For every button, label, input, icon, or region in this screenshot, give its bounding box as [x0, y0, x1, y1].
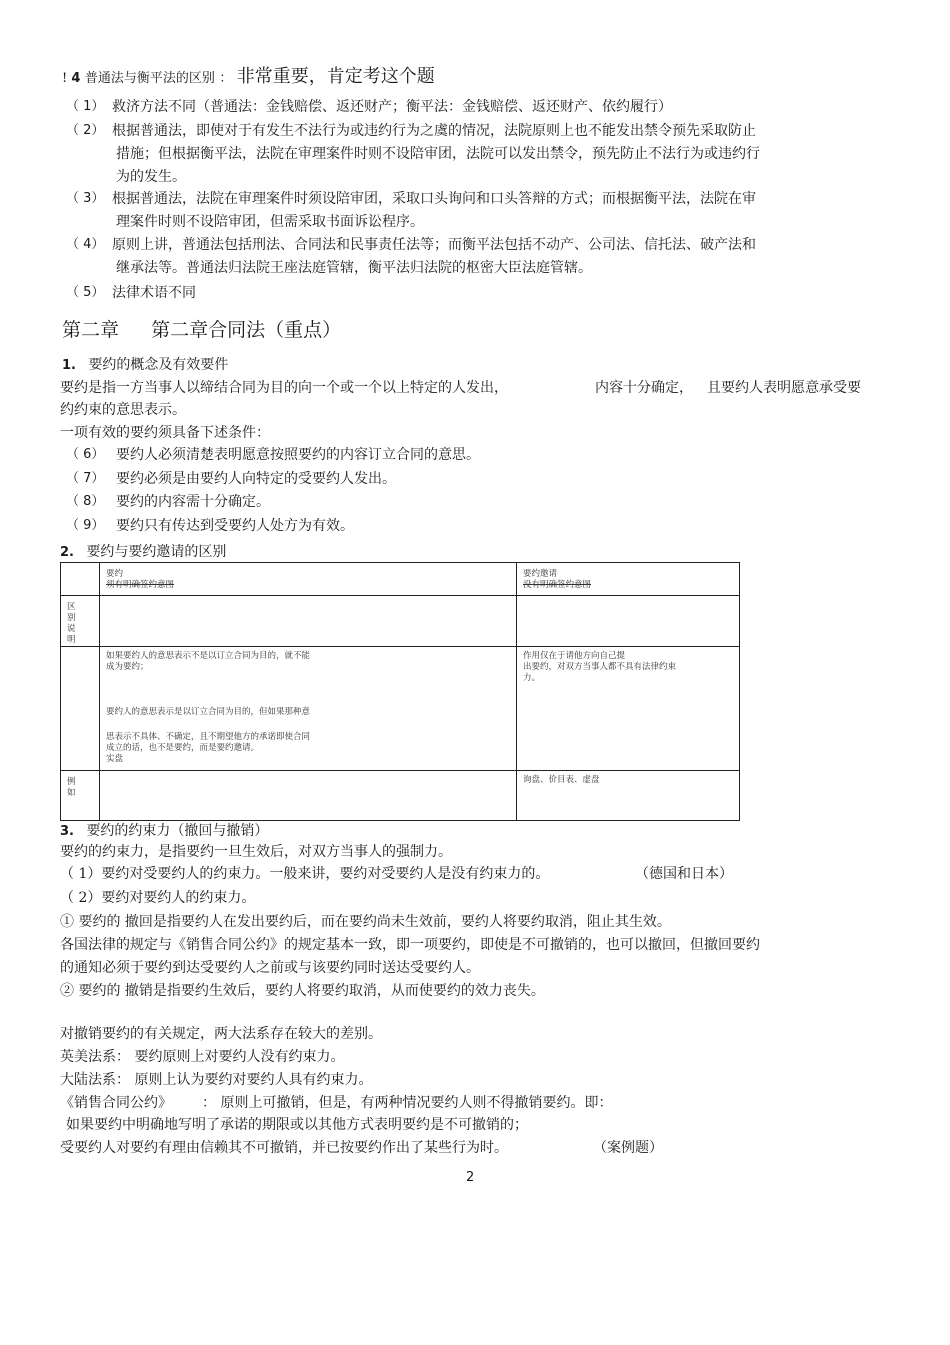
list-item-number: （ 1） — [66, 99, 105, 114]
condition-text: 要约的内容需十分确定。 — [116, 494, 270, 510]
invitation-example-text: 询盘、价目表、虚盘 — [523, 775, 600, 785]
binding-on-offeror: （ 2）要约对要约人的约束力。 — [60, 890, 256, 906]
header-invitation-sub: 没有明确签约意图 — [523, 580, 592, 590]
heading-number: 4 — [71, 71, 81, 86]
cisg-rule-text: ： 原则上可撤销，但是，有两种情况要约人则不得撤销要约。即： — [202, 1095, 613, 1111]
table-header-row — [61, 563, 740, 596]
subsection-title: 要约的概念及有效要件 — [88, 357, 229, 373]
condition-text: 要约只有传达到受要约人处方为有效。 — [116, 518, 354, 534]
list-item-text: 法律术语不同 — [112, 285, 196, 301]
header-offer-sub: 须有明确签约意图 — [106, 580, 175, 590]
list-item-text: 为的发生。 — [116, 169, 186, 185]
offer-definition-part-b: 内容十分确定， — [595, 380, 693, 396]
subsection-number: 1. — [62, 358, 76, 373]
list-item-text: 根据普通法，法院在审理案件时须设陪审团，采取口头询问和口头答辩的方式；而根据衡平法，法院在审 — [112, 191, 756, 207]
header-offer-cell — [100, 563, 517, 596]
chapter-title — [62, 318, 341, 342]
condition-text: 要约必须是由要约人向特定的受要约人发出。 — [116, 471, 396, 487]
heading-title: 普通法与衡平法的区别 — [84, 71, 215, 86]
heading-prefix: ! — [62, 71, 72, 86]
condition-number: （ 9） — [66, 518, 105, 533]
offer-description-line: 思表示不具体、不确定，且不期望他方的承诺即使合同 — [106, 732, 311, 742]
condition-number: （ 6） — [66, 447, 105, 462]
subsection-heading-binding-force — [60, 822, 268, 841]
withdrawal-definition: ① 要约的 撤回是指要约人在发出要约后，而在要约尚未生效前，要约人将要约取消，阻止其生效。 — [60, 914, 671, 930]
empty-cell — [61, 647, 100, 771]
revocation-systems-intro: 对撤销要约的有关规定，两大法系存在较大的差别。 — [60, 1026, 382, 1042]
header-invitation-title: 要约邀请 — [523, 569, 558, 579]
table-row-description — [61, 647, 740, 771]
cisg-rule-name: 《销售合同公约》 — [60, 1095, 172, 1111]
binding-on-offeree: （ 1）要约对受要约人的约束力。一般来讲，要约对受要约人是没有约束力的。 — [60, 866, 550, 882]
list-item-text: 根据普通法，即使对于有发生不法行为或违约行为之虞的情况，法院原则上也不能发出禁令预先采取防止 — [112, 123, 756, 139]
side-label-char: 区 — [67, 602, 76, 612]
invitation-description-line: 力。 — [523, 673, 541, 683]
empty-cell — [100, 771, 517, 821]
invitation-description-cell — [517, 647, 740, 771]
list-item-number: （ 5） — [66, 285, 105, 300]
list-item-number: （ 2） — [66, 123, 105, 138]
list-item-text: 原则上讲，普通法包括刑法、合同法和民事责任法等；而衡平法包括不动产、公司法、信托法、破产法和 — [112, 237, 756, 253]
withdrawal-rule-line-2: 的通知必须于要约到达受要约人之前或与该要约同时送达受要约人。 — [60, 960, 480, 976]
subsection-number: 2. — [60, 545, 74, 560]
side-label-char: 明 — [67, 635, 76, 645]
offer-definition-line-1 — [60, 379, 508, 397]
list-item-number: （ 4） — [66, 237, 105, 252]
table-row-examples — [61, 771, 740, 821]
heading-emphasis: 非常重要，肯定考这个题 — [236, 66, 435, 87]
withdrawal-rule-line-1: 各国法律的规定与《销售合同公约》的规定基本一致，即一项要约，即使是不可撤销的，也可以撤回，但撤回要约 — [60, 937, 760, 953]
invitation-description-line: 出要约，对双方当事人都不具有法律约束 — [523, 662, 677, 672]
list-item-text: 措施；但根据衡平法，法院在审理案件时则不设陪审团，法院可以发出禁令，预先防止不法行为或违约行 — [116, 146, 760, 162]
conditions-intro: 一项有效的要约须具备下述条件： — [60, 425, 270, 441]
subsection-title: 要约与要约邀请的区别 — [86, 544, 227, 560]
invitation-example-cell — [517, 771, 740, 821]
offer-definition-part-a: 要约是指一方当事人以缔结合同为目的向一个或一个以上特定的人发出， — [60, 380, 508, 396]
section-heading-common-law-vs-equity — [62, 66, 435, 88]
offer-definition-line-2: 约约束的意思表示。 — [60, 402, 186, 418]
offer-description-line: 成为要约； — [106, 662, 149, 672]
condition-text: 要约人必须清楚表明愿意按照要约的内容订立合同的意思。 — [116, 447, 480, 463]
header-invitation-cell — [517, 563, 740, 596]
offer-description-line: 如果要约人的意思表示不是以订立合同为目的，就不能 — [106, 651, 311, 661]
invitation-description-line: 作用仅在于请他方向自己提 — [523, 651, 626, 661]
empty-cell — [100, 596, 517, 647]
cisg-exception-2: 受要约人对要约有理由信赖其不可撤销，并已按要约作出了某些行为时。 — [60, 1140, 508, 1156]
comparison-table — [60, 562, 740, 821]
subsection-title: 要约的约束力（撤回与撤销） — [86, 823, 269, 839]
page-number: 2 — [466, 1170, 475, 1185]
list-item-number: （ 3） — [66, 191, 105, 206]
side-label-char: 说 — [67, 624, 76, 634]
binding-force-definition: 要约的约束力，是指要约一旦生效后，对双方当事人的强制力。 — [60, 844, 452, 860]
list-item-text: 理案件时则不设陪审团，但需采取书面诉讼程序。 — [116, 214, 424, 230]
example-label-char: 如 — [67, 788, 76, 798]
cisg-exception-1: 如果要约中明确地写明了承诺的期限或以其他方式表明要约是不可撤销的； — [66, 1117, 528, 1133]
table-row-explanation — [61, 596, 740, 647]
case-question-note: （案例题） — [593, 1140, 663, 1156]
subsection-heading-offer-concept — [62, 356, 228, 375]
condition-number: （ 8） — [66, 494, 105, 509]
header-offer-title: 要约 — [106, 569, 124, 579]
list-item-text: 继承法等。普通法归法院王座法庭管辖，衡平法归法院的枢密大臣法庭管辖。 — [116, 260, 592, 276]
heading-colon: ： — [219, 71, 233, 86]
offer-definition-part-c: 且要约人表明愿意承受要 — [707, 380, 861, 396]
offer-description-cell — [100, 647, 517, 771]
side-label-cell — [61, 596, 100, 647]
binding-on-offeree-note: （德国和日本） — [635, 866, 733, 882]
revocation-definition: ② 要约的 撤销是指要约生效后，要约人将要约取消，从而使要约的效力丧失。 — [60, 983, 545, 999]
table-corner-cell — [61, 563, 100, 596]
example-label-char: 例 — [67, 777, 76, 787]
offer-description-line: 要约人的意思表示是以订立合同为目的，但如果那种意 — [106, 707, 311, 717]
side-label-char: 别 — [67, 613, 76, 623]
example-label-cell — [61, 771, 100, 821]
offer-description-line: 成立的话，也不是要约，而是要约邀请。 — [106, 743, 260, 753]
chapter-name: 第二章合同法（重点） — [151, 319, 342, 341]
offer-description-line: 实盘 — [106, 754, 124, 764]
empty-cell — [517, 596, 740, 647]
subsection-heading-offer-vs-invitation — [60, 543, 226, 562]
subsection-number: 3. — [60, 824, 74, 839]
list-item-text: 救济方法不同（普通法：金钱赔偿、返还财产；衡平法：金钱赔偿、返还财产、依约履行） — [112, 99, 672, 115]
chapter-label: 第二章 — [62, 319, 120, 341]
common-law-system: 英美法系： 要约原则上对要约人没有约束力。 — [60, 1049, 345, 1065]
civil-law-system: 大陆法系： 原则上认为要约对要约人具有约束力。 — [60, 1072, 373, 1088]
condition-number: （ 7） — [66, 471, 105, 486]
